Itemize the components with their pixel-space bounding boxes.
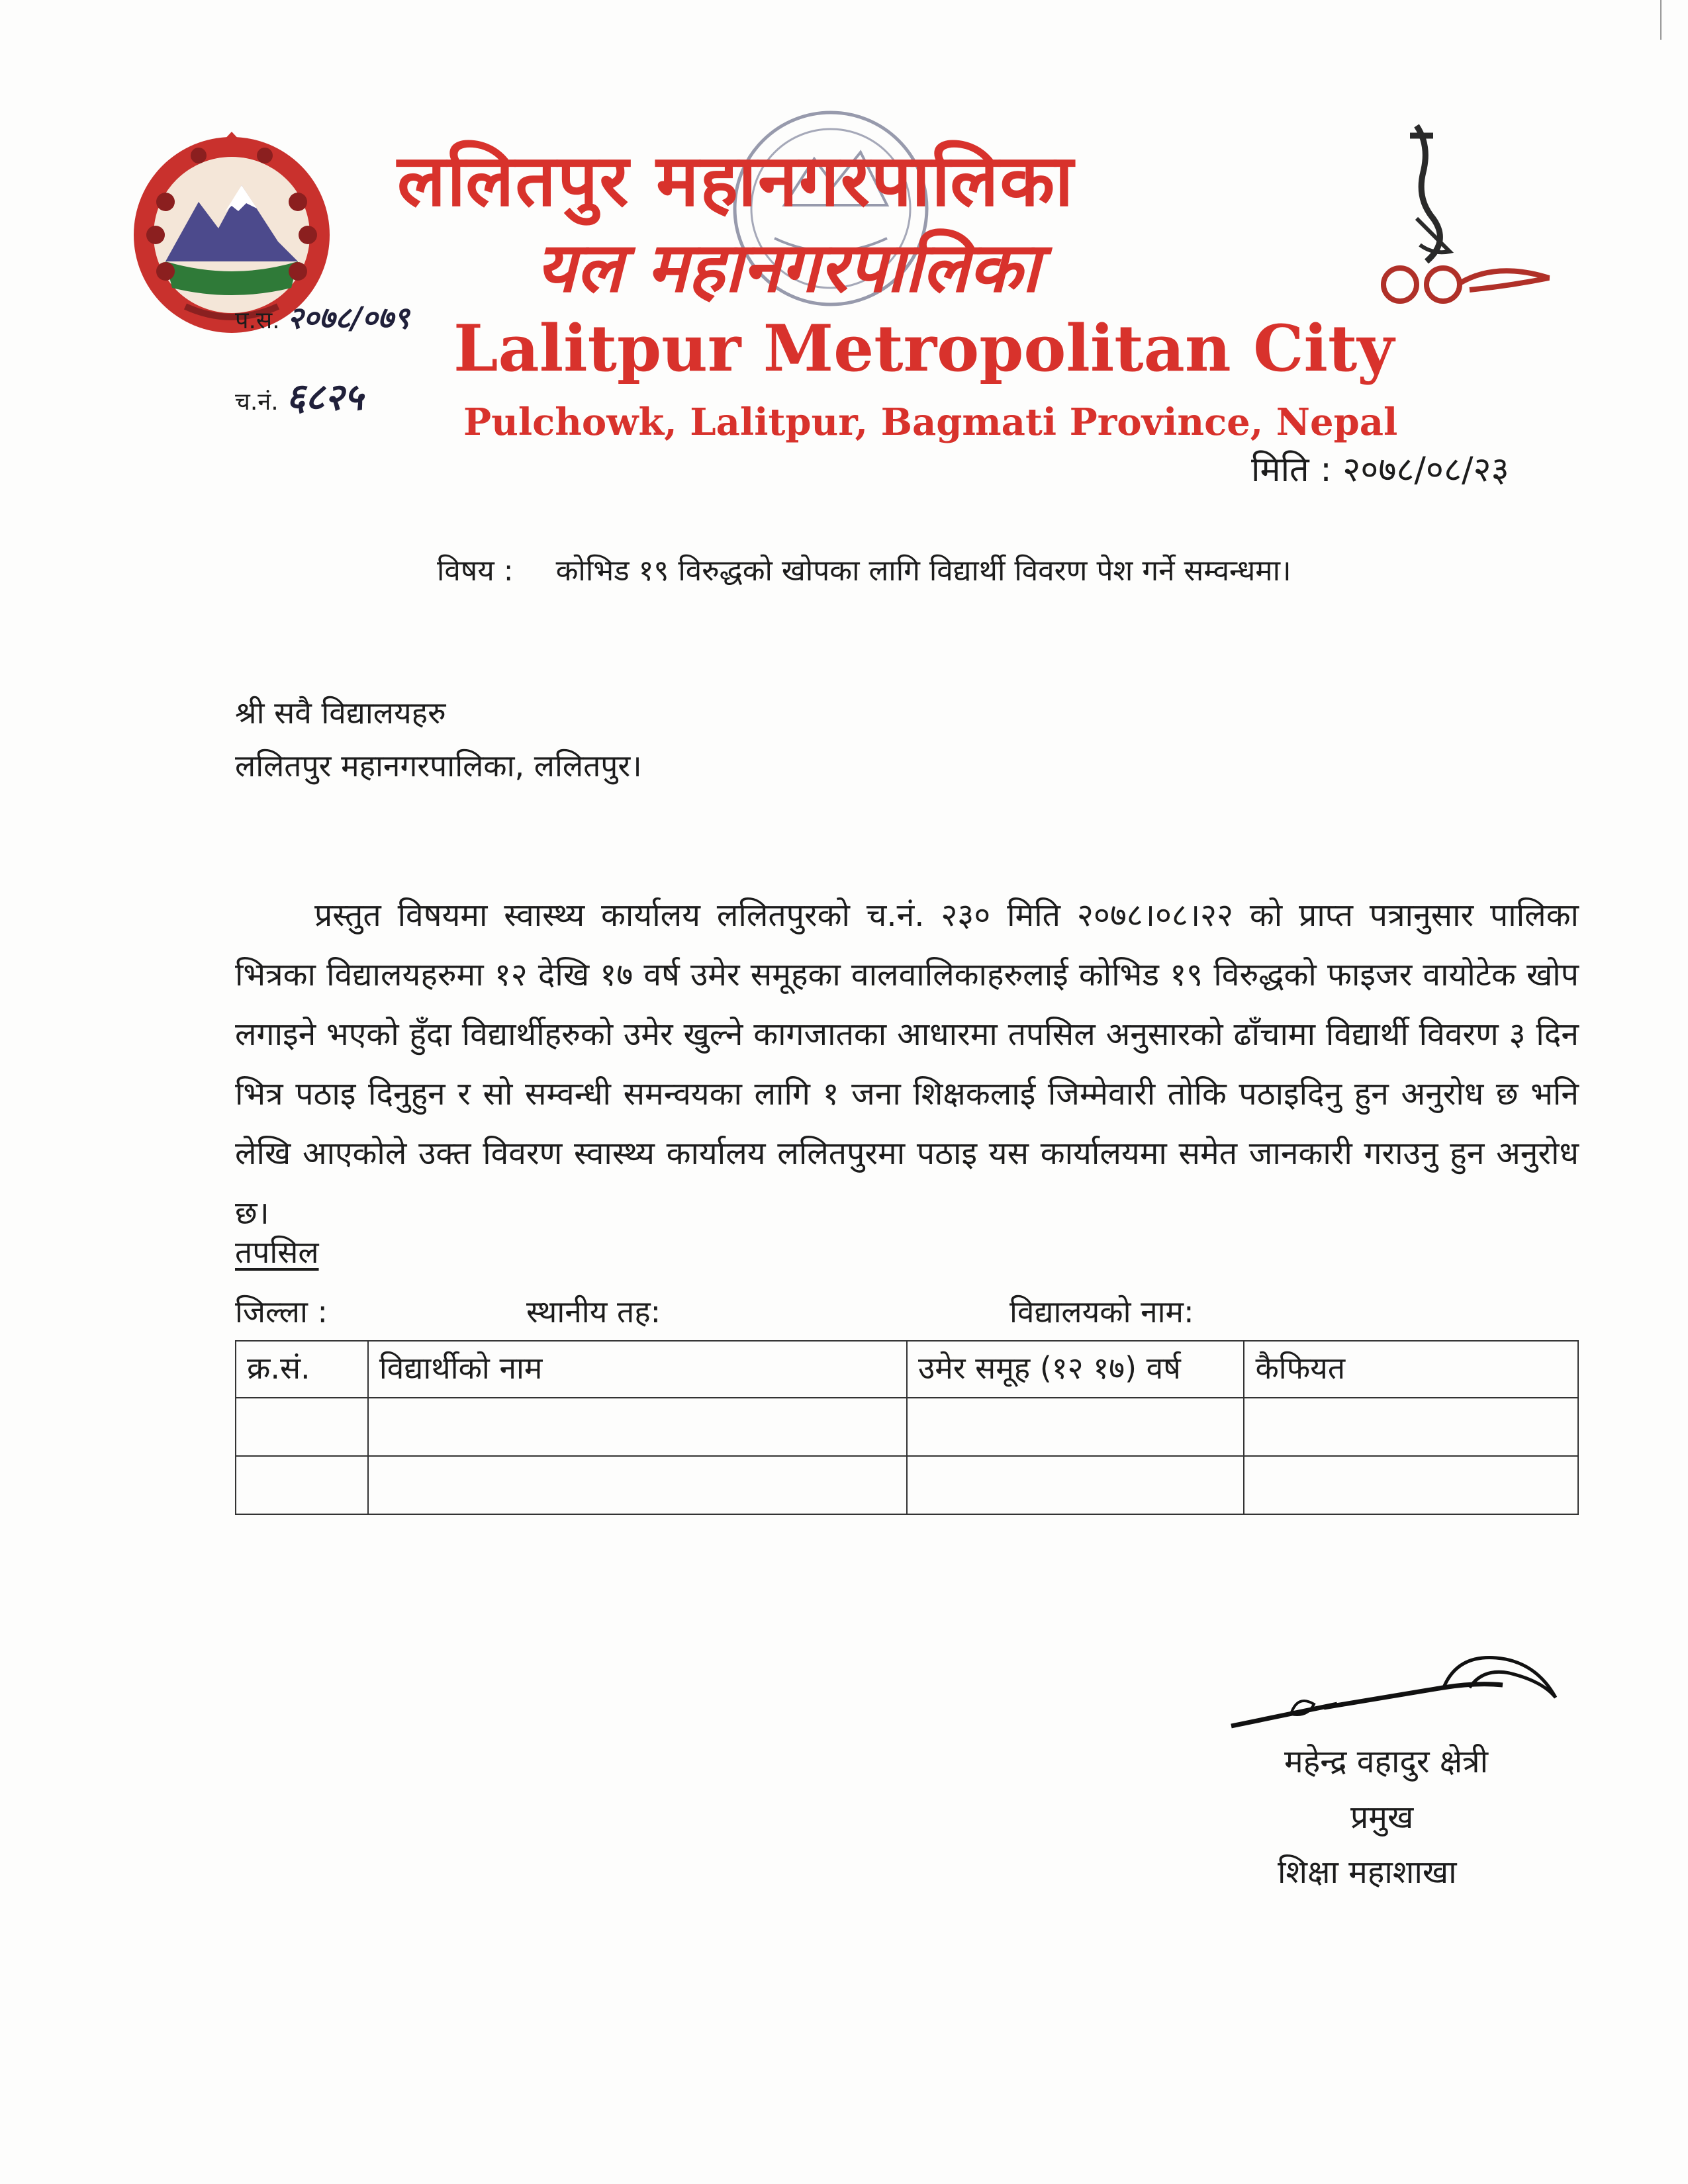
header-student-name: विद्यार्थीको नाम — [368, 1341, 907, 1398]
letterhead-title-nepali: ललितपुर महानगरपालिका — [397, 140, 1075, 222]
signatory-name: महेन्द्र वहादुर क्षेत्री — [1284, 1743, 1489, 1780]
page-edge-mark — [1660, 0, 1662, 40]
subject-text: कोभिड १९ विरुद्धको खोपका लागि विद्यार्थी विवरण पेश गर्ने सम्वन्धमा। — [555, 554, 1291, 588]
letterhead-title-newari: यल महानगरपालिका — [536, 227, 1040, 308]
table-cell — [368, 1398, 907, 1456]
student-details-table — [235, 1340, 1579, 1515]
table-cell — [1244, 1398, 1578, 1456]
subject-line — [437, 549, 1291, 589]
table-cell — [1244, 1456, 1578, 1514]
header-age-group: उमेर समूह (१२ १७) वर्ष — [907, 1341, 1244, 1398]
header-remarks: कैफियत — [1244, 1341, 1578, 1398]
letter-body: प्रस्तुत विषयमा स्वास्थ्य कार्यालय ललितपुरको च.नं. २३० मिति २०७८।०८।२२ को प्राप्त पत्रानुसार पालिका भित्रका विद्यालयहरुमा १२ देखि १७ वर्ष उमेर समूहका वालवालिकाहरुलाई कोभिड १९ विरुद्धको फाइजर वायोटेक खोप लगाइने भएको हुँदा विद्यार्थीहरुको उमेर खुल्ने कागजातका आधारमा तपसिल अनुसारको ढाँचामा विद्यार्थी विवरण ३ दिन भित्र पठाइ दिनुहुन र सो सम्वन्धी समन्वयका लागि १ जना शिक्षकलाई जिम्मेवारी तोकि पठाइदिनु हुन अनुरोध छ भनि लेखि आएकोले उक्त विवरण स्वास्थ्य कार्यालय ललितपुरमा पठाइ यस कार्यालयमा समेत जानकारी गराउनु हुन अनुरोध छ। — [235, 897, 1579, 1232]
cn-value: ६८२५ — [286, 375, 363, 419]
signatory-department: शिक्षा महाशाखा — [1278, 1854, 1457, 1891]
letter-date: मिति : २०७८/०८/२३ — [1251, 450, 1509, 490]
letterhead-title-english: Lalitpur Metropolitan City — [453, 311, 1395, 386]
table-row — [236, 1456, 1578, 1514]
subject-label: विषय : — [437, 554, 514, 588]
cn-label: च.नं. — [235, 388, 279, 416]
tapasil-heading: तपसिल — [235, 1234, 319, 1270]
table-header-row — [236, 1341, 1578, 1398]
table-cell — [368, 1456, 907, 1514]
local-level-label: स्थानीय तह: — [526, 1294, 661, 1330]
handwritten-signature-icon — [1225, 1641, 1582, 1741]
table-row — [236, 1398, 1578, 1456]
recipient-line-1: श्री सवै विद्यालयहरु — [235, 695, 446, 731]
signatory-designation: प्रमुख — [1350, 1799, 1414, 1836]
reference-patra-sankhya — [235, 296, 409, 338]
header-serial-number: क्र.सं. — [236, 1341, 368, 1398]
table-cell — [907, 1398, 1244, 1456]
reference-chalani-number — [235, 371, 363, 421]
traditional-emblem-icon — [1370, 119, 1562, 318]
ps-value: २०७८/०७९ — [287, 300, 410, 336]
ps-label: प.स. — [235, 307, 280, 334]
district-label: जिल्ला : — [235, 1294, 328, 1330]
table-cell — [236, 1398, 368, 1456]
school-name-label: विद्यालयको नाम: — [1009, 1294, 1194, 1330]
letterhead-address: Pulchowk, Lalitpur, Bagmati Province, Nepal — [463, 400, 1398, 444]
table-cell — [236, 1456, 368, 1514]
table-cell — [907, 1456, 1244, 1514]
recipient-line-2: ललितपुर महानगरपालिका, ललितपुर। — [235, 748, 642, 784]
